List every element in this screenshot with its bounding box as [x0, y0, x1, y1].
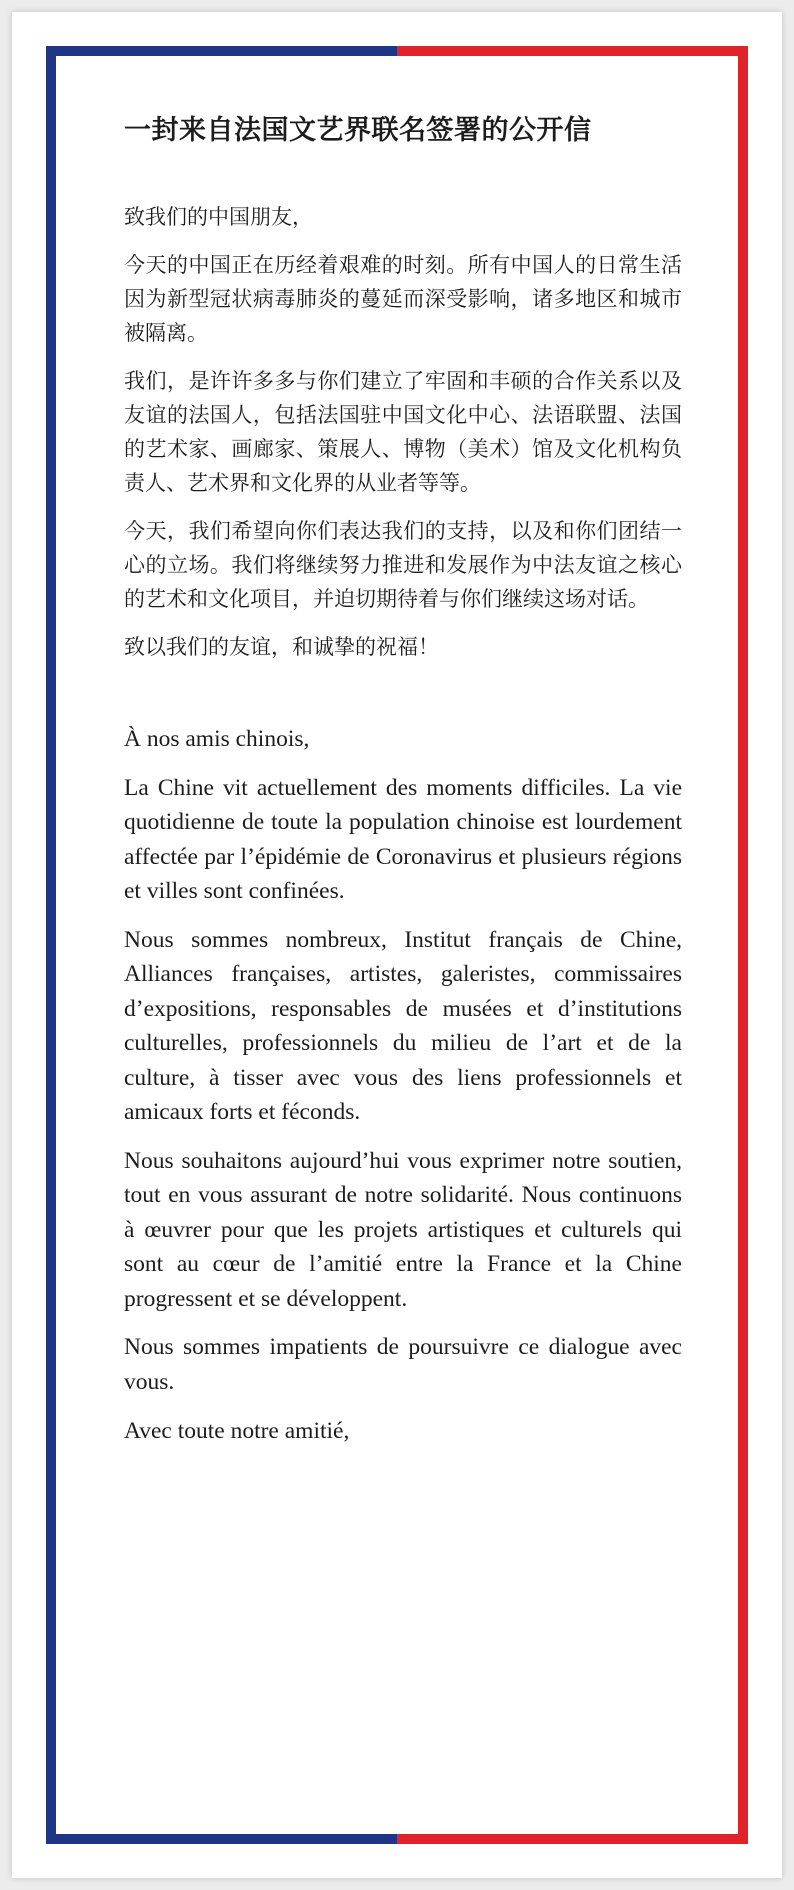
chinese-greeting: 致我们的中国朋友， — [124, 204, 313, 229]
letter-title: 一封来自法国文艺界联名签署的公开信 — [124, 115, 592, 146]
frame-bottom-red-bar — [397, 1834, 748, 1844]
chinese-letter — [124, 200, 682, 664]
french-paragraph-3: Nous souhaitons aujourd’hui vous exprimer notre soutien, tout en vous assurant de notre solidarité. Nous continuons à œuvrer pour que les projets artistiques et culturels qui sont au cœur de l’amitié entre la France et la Chine progressent et se développent. — [124, 1147, 682, 1312]
french-paragraph-4: Nous sommes impatients de poursuivre ce dialogue avec vous. — [124, 1334, 682, 1396]
french-paragraph-1: La Chine vit actuellement des moments difficiles. La vie quotidienne de toute la population chinoise est lourdement affectée par l’épidémie de Coronavirus et plusieurs régions et villes sont confinées. — [124, 774, 682, 905]
chinese-paragraph-2: 我们，是许许多多与你们建立了牢固和丰硕的合作关系以及友谊的法国人，包括法国驻中国文化中心、法语联盟、法国的艺术家、画廊家、策展人、博物（美术）馆及文化机构负责人、艺术界和文化界的从业者等等。 — [124, 368, 682, 495]
frame-top-blue-bar — [46, 46, 397, 56]
frame-right-red-bar — [738, 46, 748, 1844]
chinese-closing: 致以我们的友谊，和诚挚的祝福！ — [124, 634, 439, 659]
french-paragraph-2: Nous sommes nombreux, Institut français de Chine, Alliances françaises, artistes, galeristes, commissaires d’expositions, responsables de musées et d’institutions culturelles, professionnels du milieu de l’art et de la culture, à tisser avec vous des liens professionnels et amicaux forts et féconds. — [124, 926, 682, 1126]
frame-left-blue-bar — [46, 46, 56, 1844]
frame-bottom-blue-bar — [46, 1834, 397, 1844]
french-greeting: À nos amis chinois, — [124, 725, 310, 752]
frame-top-red-bar — [397, 46, 748, 56]
letter-content — [124, 112, 682, 1462]
french-letter — [124, 722, 682, 1448]
french-closing: Avec toute notre amitié, — [124, 1417, 350, 1444]
chinese-paragraph-1: 今天的中国正在历经着艰难的时刻。所有中国人的日常生活因为新型冠状病毒肺炎的蔓延而深受影响，诸多地区和城市被隔离。 — [124, 252, 682, 345]
letter-page — [12, 12, 782, 1878]
chinese-paragraph-3: 今天，我们希望向你们表达我们的支持，以及和你们团结一心的立场。我们将继续努力推进和发展作为中法友谊之核心的艺术和文化项目，并迫切期待着与你们继续这场对话。 — [124, 518, 682, 611]
